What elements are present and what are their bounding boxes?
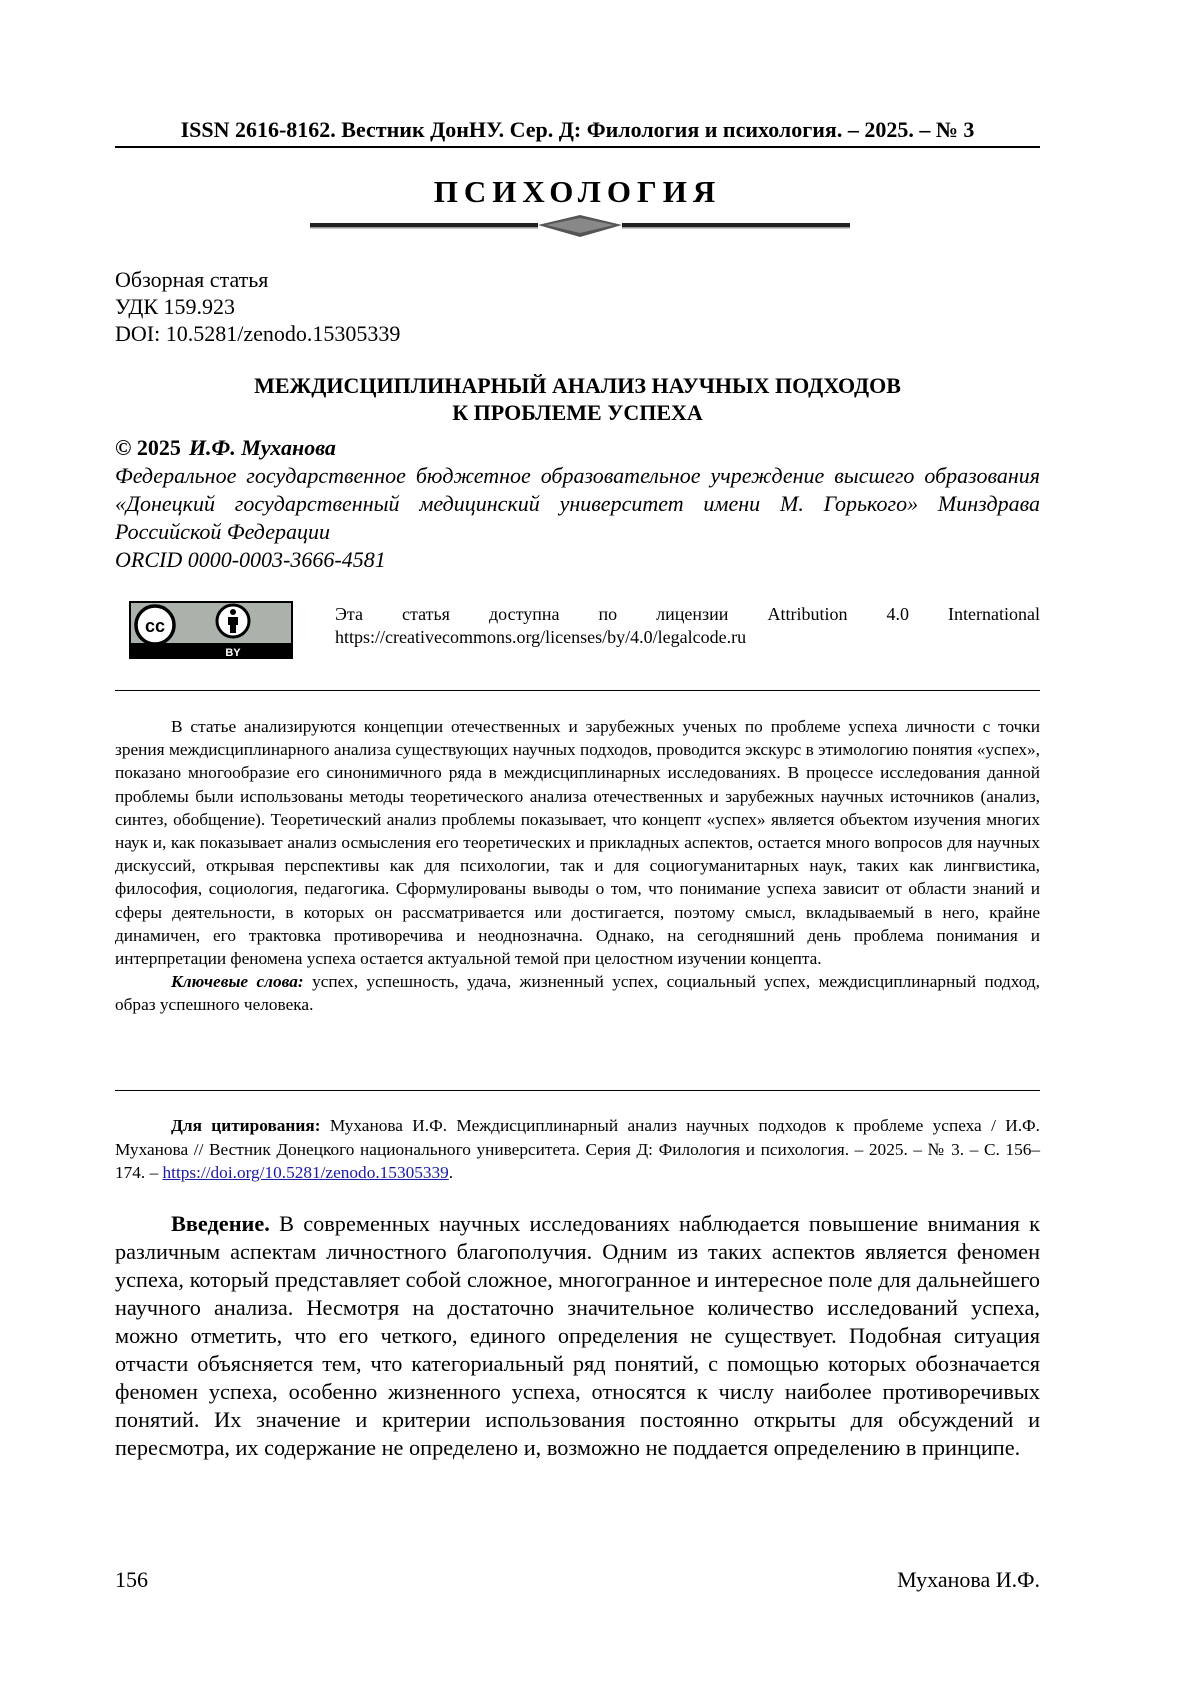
license-url[interactable]: https://creativecommons.org/licenses/by/4.0/legalcode.ru [335, 627, 747, 647]
article-meta [115, 266, 400, 347]
intro-label: Введение. [171, 1211, 270, 1236]
abstract-text: В статье анализируются концепции отечественных и зарубежных ученых по проблеме успеха личности с точки зрения междисциплинарного анализа существующих научных подходов, проводится экскурс в этимологию понятия «успех», показано многообразие его синонимичного ряда в междисциплинарных исследованиях. В процессе исследования данной проблемы были использованы методы теоретического анализа отечественных и зарубежных научных источников (анализ, синтез, обобщение). Теоретический анализ проблемы показывает, что концепт «успех» является объектом изучения многих наук и, как показывает анализ осмысления его теоретических и прикладных аспектов, остается много вопросов для научных дискуссий, открывая перспективы как для психологии, так и для социогуманитарных наук, таких как лингвистика, философия, социология, педагогика. Сформулированы выводы о том, что понимание успеха зависит от области знаний и сферы деятельности, в которых он рассматривается или достигается, поэтому смысл, вкладываемый в него, крайне динамичен, его трактовка противоречива и неоднозначна. Однако, на сегодняшний день проблема понимания и интерпретации феномена успеха остается актуальной темой при целостном изучении концепта. [115, 717, 1040, 969]
article-title-line2: К ПРОБЛЕМЕ УСПЕХА [452, 400, 703, 425]
abstract-bottom-rule [115, 1090, 1040, 1091]
cc-by-label: BY [225, 647, 241, 659]
cc-icon [136, 606, 174, 644]
introduction [115, 1210, 1040, 1462]
license-text: Эта статья доступна по лицензии Attribution 4.0 International [335, 604, 1040, 624]
citation-text: Муханова И.Ф. Междисциплинарный анализ научных подходов к проблеме успеха / И.Ф. Муханова // Вестник Донецкого национального университета. Серия Д: Филология и психология. – 2025. – № 3. – С. 156–174. – [115, 1116, 1040, 1182]
footer-author: Муханова И.Ф. [897, 1567, 1040, 1592]
cc-badge-text: cc [144, 616, 166, 636]
doi: DOI: 10.5281/zenodo.15305339 [115, 321, 401, 346]
license-notice [335, 603, 1040, 649]
citation-block [115, 1114, 1040, 1185]
section-ornament [310, 213, 850, 239]
author-affiliation: Федеральное государственное бюджетное образовательное учреждение высшего образования «Донецкий государственный медицинский университет имени М. Горького» Минздрава Российской Федерации [115, 463, 1040, 544]
copyright: © 2025 [115, 435, 181, 460]
intro-text: В современных научных исследованиях наблюдается повышение внимания к различным аспектам личностного благополучия. Одним из таких аспектов является феномен успеха, который представляет собой сложное, многогранное и интересное поле для дальнейшего научного анализа. Несмотря на достаточно значительное количество исследований успеха, можно отметить, что его четкого, единого определения не существует. Подобная ситуация отчасти объясняется тем, что категориальный ряд понятий, с помощью которых обозначается феномен успеха, особенно жизненного успеха, относятся к числу наиболее противоречивых понятий. Их значение и критерии использования постоянно открыты для обсуждений и пересмотра, их содержание не определено и, возможно не поддается определению в принципе. [115, 1211, 1040, 1460]
intro-paragraph [115, 1210, 1040, 1462]
author-name: И.Ф. Муханова [188, 435, 336, 460]
article-title [115, 372, 1040, 426]
citation-label: Для цитирования: [171, 1116, 321, 1135]
attribution-person-icon [217, 605, 249, 637]
page-number: 156 [115, 1567, 148, 1592]
keywords-text: успех, успешность, удача, жизненный успех, социальный успех, междисциплинарный подход, образ успешного человека. [115, 972, 1040, 1015]
author-line [115, 434, 1040, 462]
keywords [115, 970, 1040, 1016]
author-block [115, 434, 1040, 574]
author-orcid: ORCID 0000-0003-3666-4581 [115, 547, 386, 572]
article-title-line1: МЕЖДИСЦИПЛИНАРНЫЙ АНАЛИЗ НАУЧНЫХ ПОДХОДОВ [254, 373, 901, 398]
citation-paragraph [115, 1114, 1040, 1185]
abstract [115, 715, 1040, 1017]
section-title: ПСИХОЛОГИЯ [433, 174, 722, 209]
citation-doi-link[interactable]: https://doi.org/10.5281/zenodo.15305339 [162, 1163, 449, 1182]
article-type: Обзорная статья [115, 267, 269, 292]
abstract-top-rule [115, 690, 1040, 691]
citation-end: . [448, 1163, 454, 1182]
journal-header: ISSN 2616-8162. Вестник ДонНУ. Сер. Д: Филология и психология. – 2025. – № 3 [115, 117, 1040, 148]
cc-by-license-badge [129, 601, 293, 659]
keywords-label: Ключевые слова: [171, 972, 304, 992]
udc-code: УДК 159.923 [115, 294, 236, 319]
